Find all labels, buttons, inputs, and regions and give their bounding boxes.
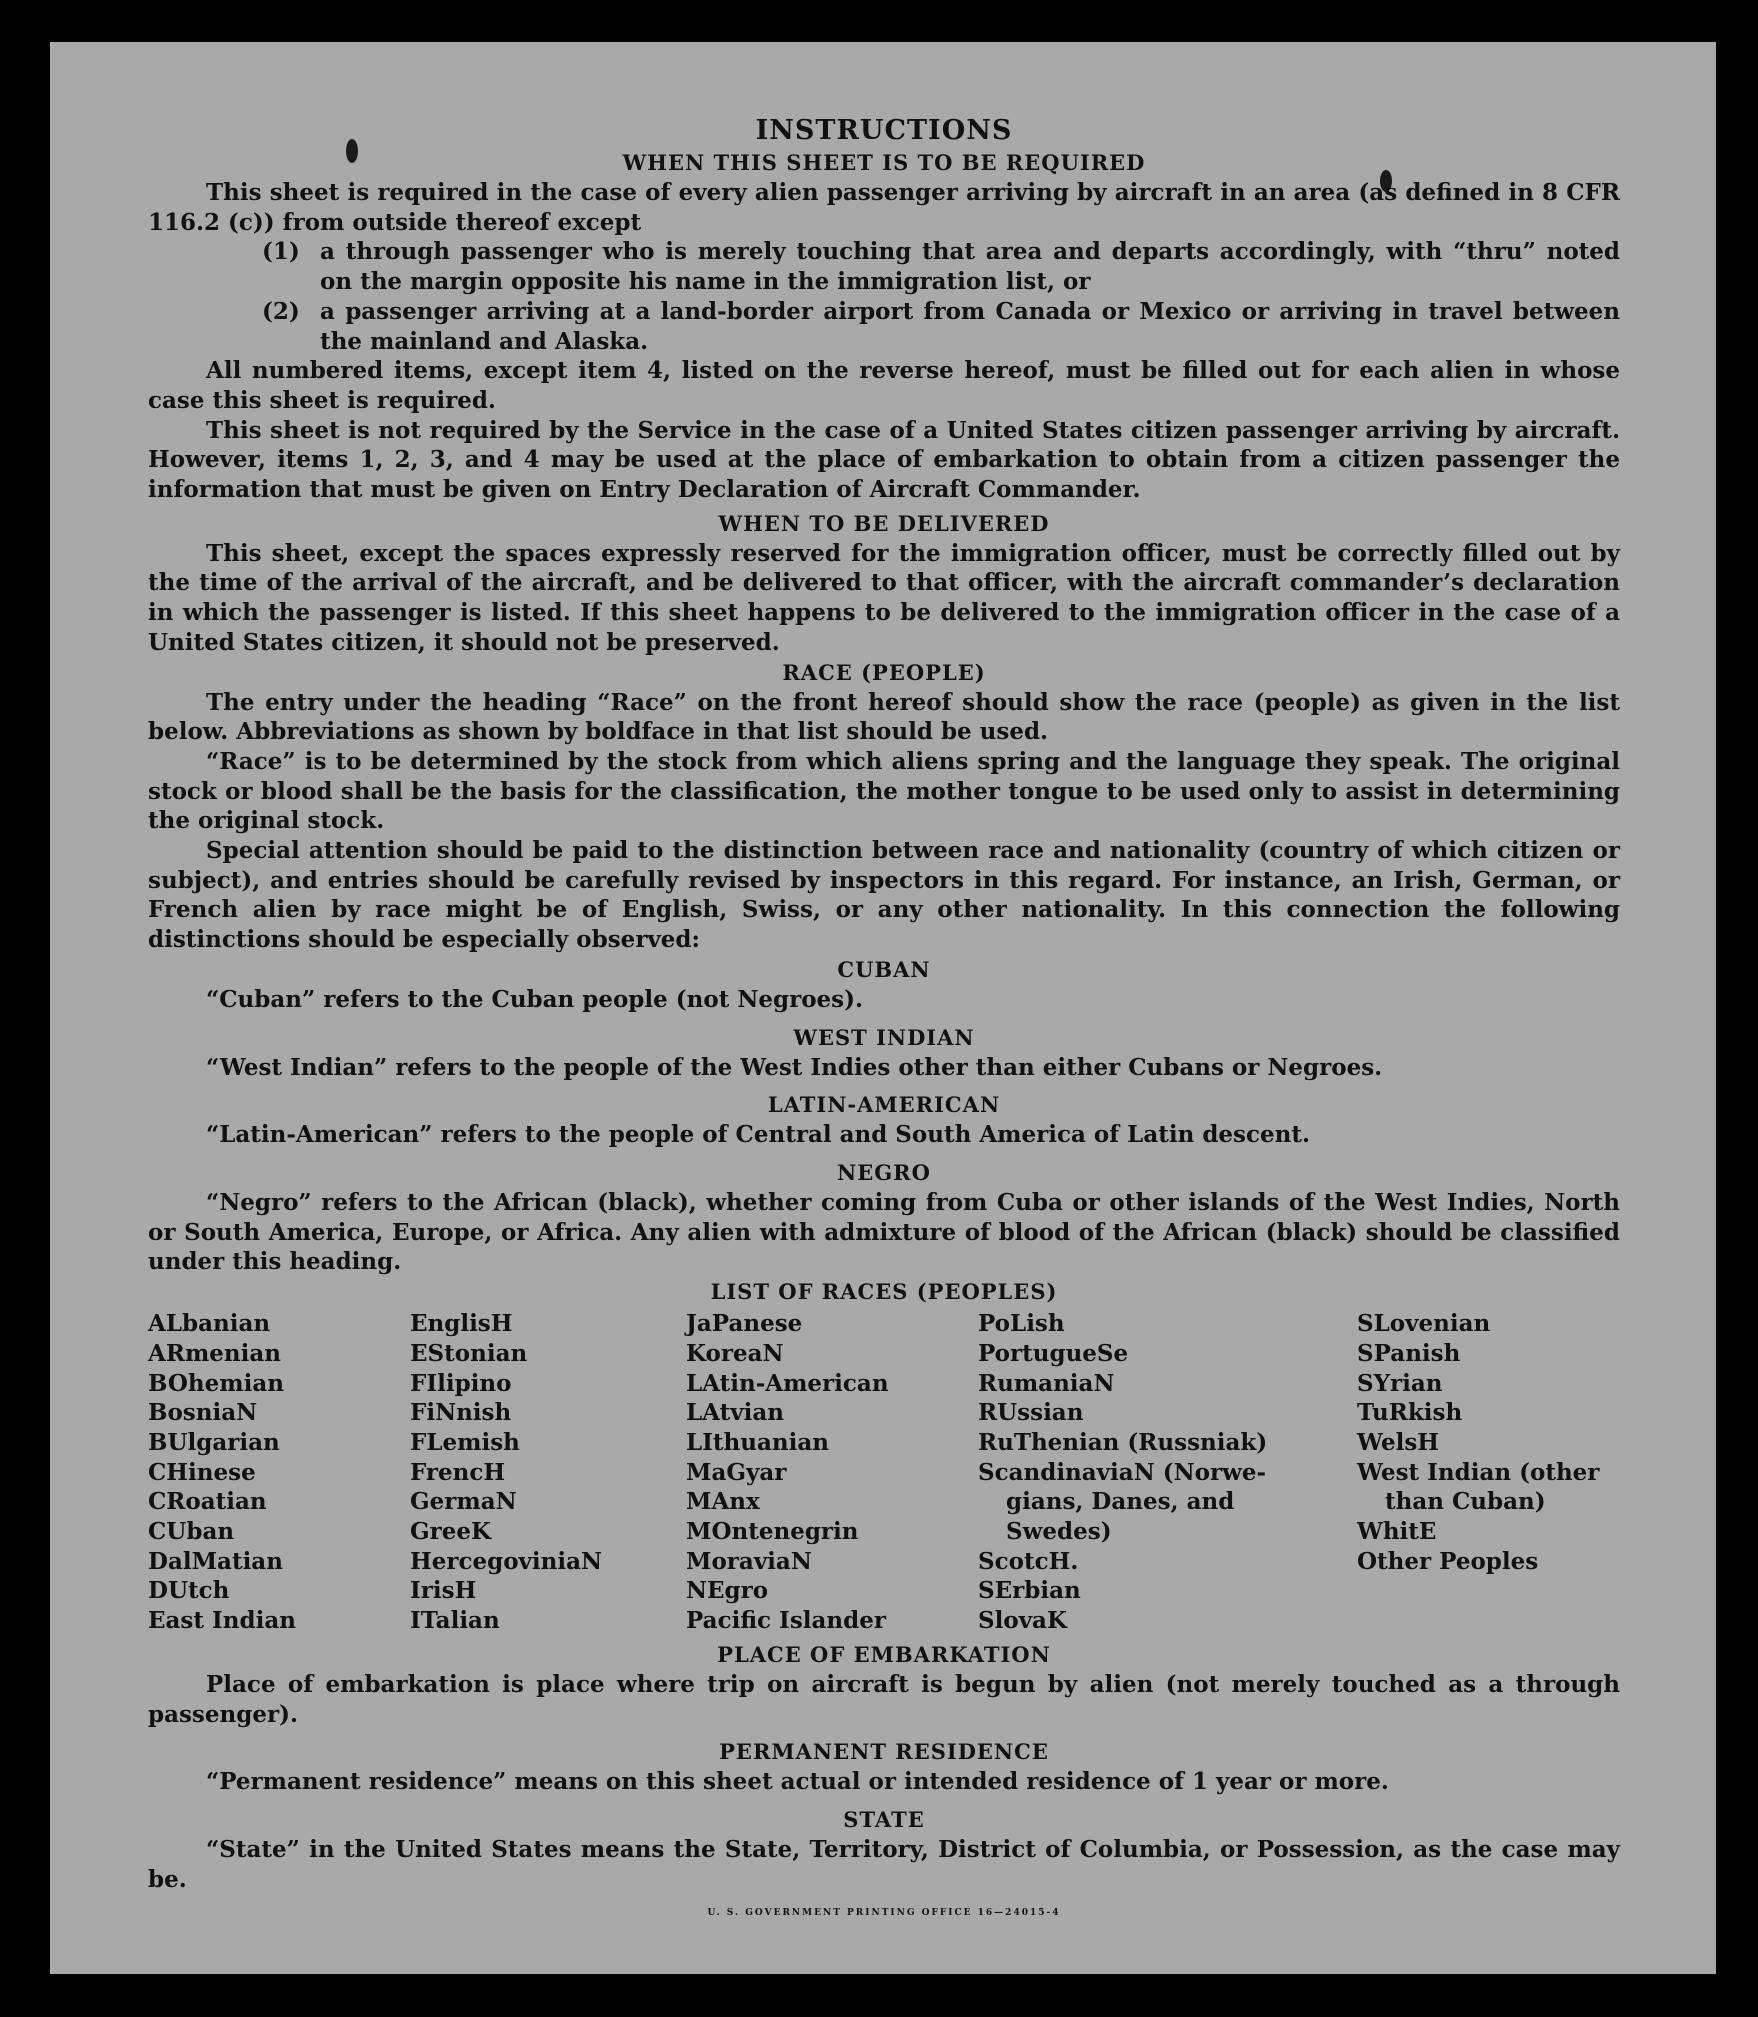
document-page (50, 42, 1716, 1974)
heading-state: STATE (843, 1806, 925, 1832)
race-entry: SlovaK (978, 1607, 1067, 1635)
definition-state: “State” in the United States means the State, Territory, District of Columbia, or Possession, as the case may be. (148, 1835, 1620, 1893)
paragraph-required-intro: This sheet is required in the case of every alien passenger arriving by aircraft in an area (as defined in 8 CFR 116.2 (c)) from outside thereof except (148, 179, 1620, 236)
race-entry: IrisH (410, 1577, 477, 1605)
race-entry: SYrian (1357, 1369, 1443, 1397)
race-entry: ALbanian (148, 1310, 271, 1338)
race-entry: SErbian (978, 1577, 1081, 1605)
instructions-content (148, 114, 1620, 1918)
heading-permanent-residence: PERMANENT RESIDENCE (719, 1739, 1049, 1765)
race-entry: RUssian (978, 1399, 1084, 1427)
race-entry: EnglisH (410, 1310, 513, 1338)
race-entry: SPanish (1357, 1339, 1461, 1367)
race-entry: JaPanese (686, 1310, 803, 1338)
race-entry: CRoatian (148, 1488, 267, 1516)
heading-place-of-embarkation: PLACE OF EMBARKATION (717, 1641, 1051, 1667)
race-list (148, 1309, 1620, 1636)
race-entry: TuRkish (1357, 1399, 1463, 1427)
race-entry: WelsH (1357, 1428, 1440, 1456)
printing-office-imprint: U. S. GOVERNMENT PRINTING OFFICE 16—24015-4 (707, 1908, 1061, 1919)
race-column-4 (978, 1309, 1357, 1636)
race-entry: EStonian (410, 1339, 528, 1367)
race-entry: Pacific Islander (686, 1607, 886, 1635)
race-entry: GreeK (410, 1518, 492, 1546)
heading-when-delivered: WHEN TO BE DELIVERED (718, 510, 1050, 536)
race-entry-continued: Swedes) (1006, 1518, 1112, 1546)
race-entry: WhitE (1357, 1518, 1437, 1546)
heading-race: RACE (PEOPLE) (782, 659, 986, 685)
race-entry: PortugueSe (978, 1339, 1129, 1367)
race-entry: PoLish (978, 1310, 1065, 1338)
race-entry: BOhemian (148, 1369, 284, 1397)
race-entry: ITalian (410, 1607, 500, 1635)
definition-negro: “Negro” refers to the African (black), whether coming from Cuba or other islands of the West Indies, North or South America, Europe, or Africa. Any alien with admixture of blood of the African (black) should be classified under this heading. (148, 1188, 1620, 1276)
race-entry: LIthuanian (686, 1428, 829, 1456)
race-entry: ScandinaviaN (Norwe- (978, 1458, 1267, 1486)
race-entry: FiNnish (410, 1399, 512, 1427)
paragraph-citizen-passenger: This sheet is not required by the Service in the case of a United States citizen passenger arriving by aircraft. However, items 1, 2, 3, and 4 may be used at the place of embarkation to obtain from a citizen passenger the information that must be given on Entry Declaration of Aircraft Commander. (148, 416, 1620, 504)
paragraph-race-stock: “Race” is to be determined by the stock from which aliens spring and the language they speak. The original stock or blood shall be the basis for the classification, the mother tongue to be used only to assist in determining the original stock. (148, 747, 1620, 835)
race-entry: CHinese (148, 1458, 256, 1486)
race-entry-continued: gians, Danes, and (1006, 1488, 1235, 1516)
race-entry: BUlgarian (148, 1428, 280, 1456)
race-entry: MoraviaN (686, 1547, 812, 1575)
race-column-5 (1357, 1309, 1620, 1636)
race-entry: NEgro (686, 1577, 769, 1605)
race-entry: FrencH (410, 1458, 506, 1486)
race-entry: ARmenian (148, 1339, 282, 1367)
race-entry: SLovenian (1357, 1310, 1491, 1338)
race-column-3 (686, 1309, 978, 1636)
paragraph-numbered-items: All numbered items, except item 4, listed on the reverse hereof, must be filled out for each alien in whose case this sheet is required. (148, 357, 1620, 414)
heading-cuban: CUBAN (837, 956, 931, 982)
race-column-1 (148, 1309, 410, 1636)
race-entry: LAtin-American (686, 1369, 889, 1397)
race-entry: MaGyar (686, 1458, 787, 1486)
race-entry: BosniaN (148, 1399, 258, 1427)
race-entry: MAnx (686, 1488, 760, 1516)
race-entry-continued: than Cuban) (1385, 1488, 1546, 1516)
exception-item-1: (1) a through passenger who is merely touching that area and departs accordingly, with “thru” noted on the margin opposite his name in the immigration list, or (262, 238, 1620, 296)
race-entry: DalMatian (148, 1547, 283, 1575)
race-entry: West Indian (other (1357, 1458, 1600, 1486)
exception-item-2: (2) a passenger arriving at a land-border airport from Canada or Mexico or arriving in travel between the mainland and Alaska. (262, 297, 1620, 355)
heading-when-required: WHEN THIS SHEET IS TO BE REQUIRED (622, 150, 1146, 175)
race-entry: GermaN (410, 1488, 517, 1516)
definition-west-indian: “West Indian” refers to the people of the West Indies other than either Cubans or Negroes. (206, 1053, 1383, 1081)
race-entry: East Indian (148, 1607, 296, 1635)
paragraph-race-entry: The entry under the heading “Race” on the front hereof should show the race (people) as given in the list below. Abbreviations as shown by boldface in that list should be used. (148, 688, 1620, 746)
paragraph-delivered: This sheet, except the spaces expressly reserved for the immigration officer, must be correctly filled out by the time of the arrival of the aircraft, and be delivered to that officer, with the aircraft commander’s declaration in which the passenger is listed. If this sheet happens to be delivered to the immigration officer in the case of a United States citizen, it should not be preserved. (148, 539, 1620, 656)
heading-west-indian: WEST INDIAN (793, 1024, 975, 1050)
race-entry: RuThenian (Russniak) (978, 1428, 1268, 1456)
race-entry: MOntenegrin (686, 1518, 859, 1546)
definition-cuban: “Cuban” refers to the Cuban people (not Negroes). (206, 985, 864, 1013)
race-entry: FLemish (410, 1428, 520, 1456)
race-entry: Other Peoples (1357, 1547, 1539, 1575)
race-column-2 (410, 1309, 686, 1636)
race-entry: RumaniaN (978, 1369, 1115, 1397)
paragraph-embarkation: Place of embarkation is place where trip on aircraft is begun by alien (not merely touched as a through passenger). (148, 1670, 1620, 1728)
paragraph-race-nationality: Special attention should be paid to the distinction between race and nationality (country of which citizen or subject), and entries should be carefully revised by inspectors in this regard. For instance, an Irish, German, or French alien by race might be of English, Swiss, or any other nationality. In this connection the following distinctions should be especially observed: (148, 837, 1620, 954)
race-entry: LAtvian (686, 1399, 784, 1427)
race-entry: ScotcH. (978, 1547, 1079, 1575)
race-entry: FIlipino (410, 1369, 512, 1397)
race-entry: CUban (148, 1518, 235, 1546)
race-entry: DUtch (148, 1577, 230, 1605)
race-entry: KoreaN (686, 1339, 784, 1367)
definition-latin-american: “Latin-American” refers to the people of Central and South America of Latin descent. (206, 1121, 1310, 1149)
heading-latin-american: LATIN-AMERICAN (767, 1092, 1001, 1118)
definition-permanent-residence: “Permanent residence” means on this sheet actual or intended residence of 1 year or more. (206, 1768, 1389, 1796)
heading-negro: NEGRO (837, 1159, 931, 1185)
page-title: INSTRUCTIONS (755, 115, 1013, 146)
race-entry: HercegoviniaN (410, 1547, 603, 1575)
heading-list-of-races: LIST OF RACES (PEOPLES) (710, 1279, 1058, 1305)
